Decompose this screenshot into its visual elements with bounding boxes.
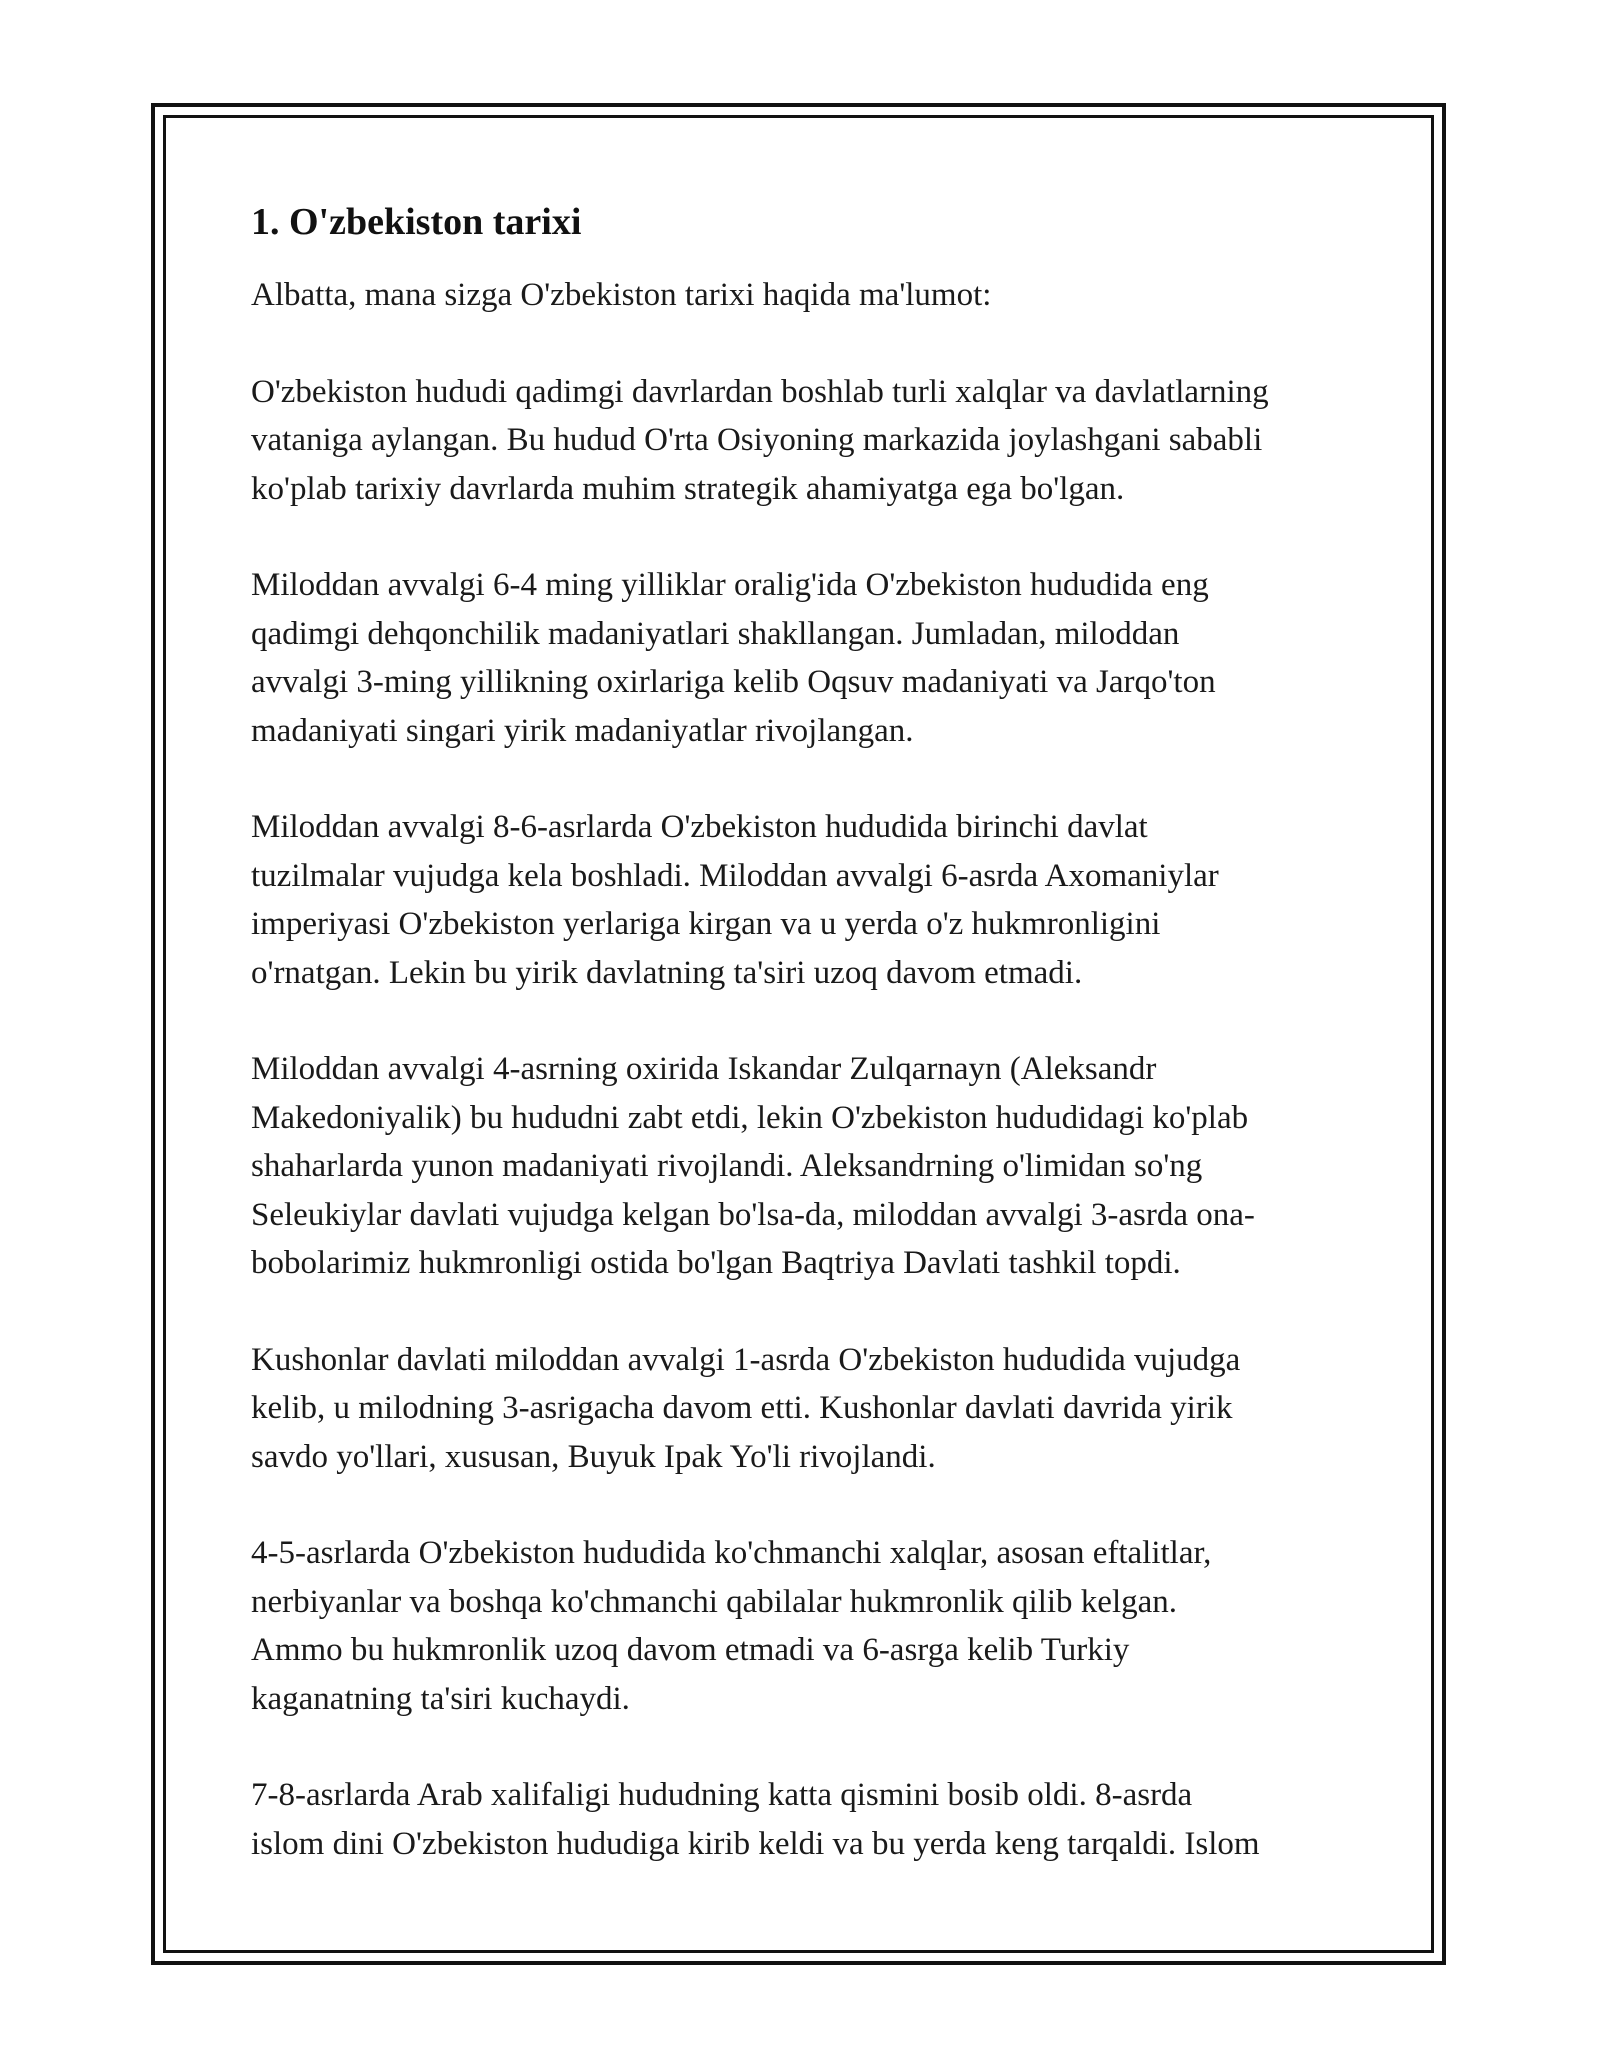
- page-title: 1. O'zbekiston tarixi: [251, 201, 582, 243]
- intro-paragraph: Albatta, mana sizga O'zbekiston tarixi haqida ma'lumot:: [251, 277, 992, 313]
- paragraph-4: Miloddan avvalgi 4-asrning oxirida Iskandar Zulqarnayn (Aleksandr Makedoniyalik) bu hududni zabt etdi, lekin O'zbekiston hududidagi ko'plab shaharlarda yunon madaniyati rivojlandi. Aleksandrning o'limidan so'ng Seleukiylar davlati vujudga kelgan bo'lsa-da, miloddan avvalgi 3-asrda ona- bobolarimiz hukmronligi ostida bo'lgan Baqtriya Davlati tashkil topdi.: [251, 1051, 1255, 1281]
- page-border-outer: [151, 103, 1446, 1965]
- paragraph-5: Kushonlar davlati miloddan avvalgi 1-asrda O'zbekiston hududida vujudga kelib, u milodning 3-asrigacha davom etti. Kushonlar davlati davrida yirik savdo yo'llari, xususan, Buyuk Ipak Yo'li rivojlandi.: [251, 1341, 1241, 1475]
- paragraph-2: Miloddan avvalgi 6-4 ming yilliklar oralig'ida O'zbekiston hududida eng qadimgi dehqonchilik madaniyatlari shakllangan. Jumladan, miloddan avvalgi 3-ming yillikning oxirlariga kelib Oqsuv madaniyati va Jarqo'ton madaniyati singari yirik madaniyatlar rivojlangan.: [251, 567, 1216, 749]
- paragraph-7: 7-8-asrlarda Arab xalifaligi hududning katta qismini bosib oldi. 8-asrda islom dini O'zbekiston hududiga kirib keldi va bu yerda keng tarqaldi. Islom: [251, 1777, 1260, 1862]
- paragraph-1: O'zbekiston hududi qadimgi davrlardan boshlab turli xalqlar va davlatlarning vataniga aylangan. Bu hudud O'rta Osiyoning markazida joylashgani sababli ko'plab tarixiy davrlarda muhim strategik ahamiyatga ega bo'lgan.: [251, 373, 1269, 507]
- document-body: [251, 198, 1371, 1916]
- paragraph-3: Miloddan avvalgi 8-6-asrlarda O'zbekiston hududida birinchi davlat tuzilmalar vujudga kela boshladi. Miloddan avvalgi 6-asrda Axomaniylar imperiyasi O'zbekiston yerlariga kirgan va u yerda o'z hukmronligini o'rnatgan. Lekin bu yirik davlatning ta'siri uzoq davom etmadi.: [251, 809, 1219, 991]
- page-border-inner: [163, 115, 1434, 1953]
- paragraph-6: 4-5-asrlarda O'zbekiston hududida ko'chmanchi xalqlar, asosan eftalitlar, nerbiyanlar va boshqa ko'chmanchi qabilalar hukmronlik qilib kelgan. Ammo bu hukmronlik uzoq davom etmadi va 6-asrga kelib Turkiy kaganatning ta'siri kuchaydi.: [251, 1535, 1212, 1717]
